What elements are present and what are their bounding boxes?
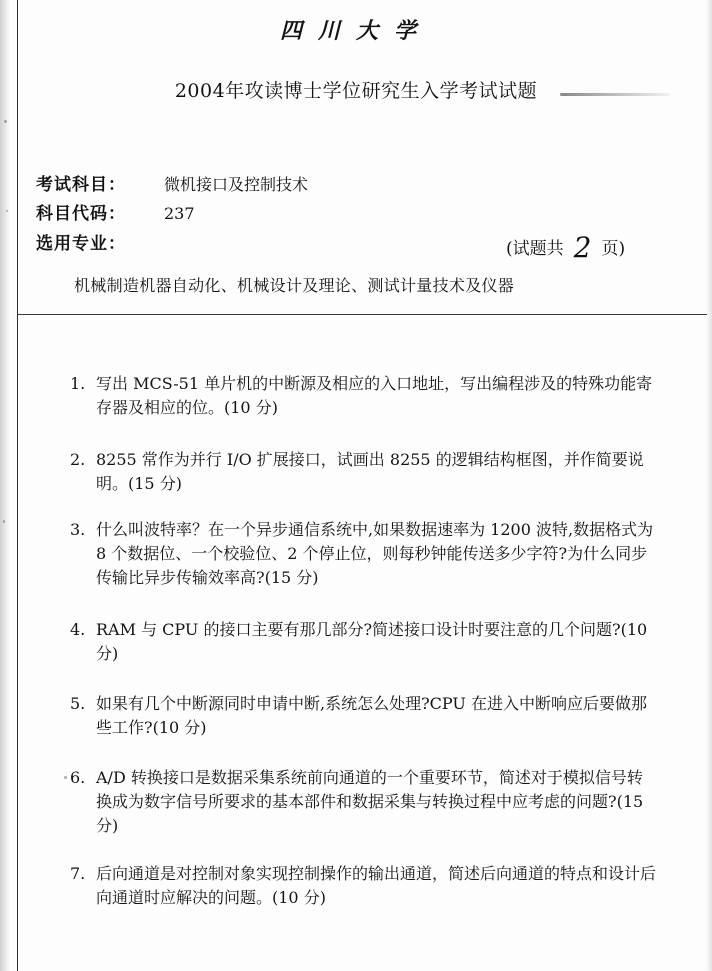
question-text: 写出 MCS-51 单片机的中断源及相应的入口地址，写出编程涉及的特殊功能寄存器及相应的位。(10 分) [96, 374, 653, 417]
code-row [36, 199, 195, 224]
question-item [70, 862, 658, 910]
scan-shadow-left [0, 0, 10, 971]
question-number: 4. [70, 620, 86, 639]
question-item [70, 372, 658, 420]
university-name: 四川大学 [279, 18, 432, 44]
question-text: 什么叫波特率？在一个异步通信系统中,如果数据速率为 1200 波特,数据格式为 8 个数据位、一个校验位、2 个停止位，则每秒钟能传送多少字符?为什么同步传输比异步传输效率高?(15 分) [96, 520, 654, 587]
subject-row [36, 170, 308, 195]
code-label: 科目代码： [36, 204, 126, 224]
scan-speck [64, 776, 67, 779]
question-text: A/D 转换接口是数据采集系统前向通道的一个重要环节，简述对于模拟信号转换成为数字信号所要求的基本部件和数据采集与转换过程中应考虑的问题?(15 分) [96, 768, 644, 835]
subject-value: 微机接口及控制技术 [164, 175, 309, 194]
scan-smudge [560, 93, 670, 96]
margin-rule [17, 0, 18, 971]
question-number: 5. [70, 694, 86, 713]
question-text: RAM 与 CPU 的接口主要有那几部分?简述接口设计时要注意的几个问题?(10 分) [96, 620, 648, 663]
page-count-prefix: (试题共 [506, 239, 564, 259]
question-number: 3. [70, 520, 86, 539]
question-item [70, 692, 658, 740]
question-item [70, 618, 658, 666]
question-item [70, 448, 658, 496]
question-item [70, 518, 658, 590]
subject-label: 考试科目： [36, 175, 126, 195]
question-number: 7. [70, 864, 86, 883]
scan-speck [4, 120, 7, 123]
question-item [70, 766, 658, 838]
question-text: 如果有几个中断源同时申请中断,系统怎么处理?CPU 在进入中断响应后要做那些工作?(10 分) [96, 694, 647, 737]
header-divider [17, 314, 707, 315]
question-text: 后向通道是对控制对象实现控制操作的输出通道，简述后向通道的特点和设计后向通道时应解决的问题。(10 分) [96, 864, 657, 907]
majors-list: 机械制造机器自动化、机械设计及理论、测试计量技术及仪器 [74, 276, 515, 295]
question-number: 2. [70, 450, 86, 469]
question-text: 8255 常作为并行 I/O 扩展接口，试画出 8255 的逻辑结构框图，并作简要说明。(15 分) [96, 450, 644, 493]
question-number: 1. [70, 374, 86, 393]
page-count-number: 2 [573, 231, 592, 264]
scan-speck [3, 520, 5, 523]
page-count-suffix: 页) [601, 239, 626, 259]
code-value: 237 [164, 204, 195, 223]
scan-speck [6, 210, 8, 212]
question-number: 6. [70, 768, 86, 787]
exam-title: 2004年攻读博士学位研究生入学考试试题 [174, 80, 538, 102]
major-row [36, 229, 164, 254]
major-label: 选用专业： [36, 234, 126, 254]
scan-shadow-right [706, 0, 712, 971]
page-count [506, 228, 626, 264]
